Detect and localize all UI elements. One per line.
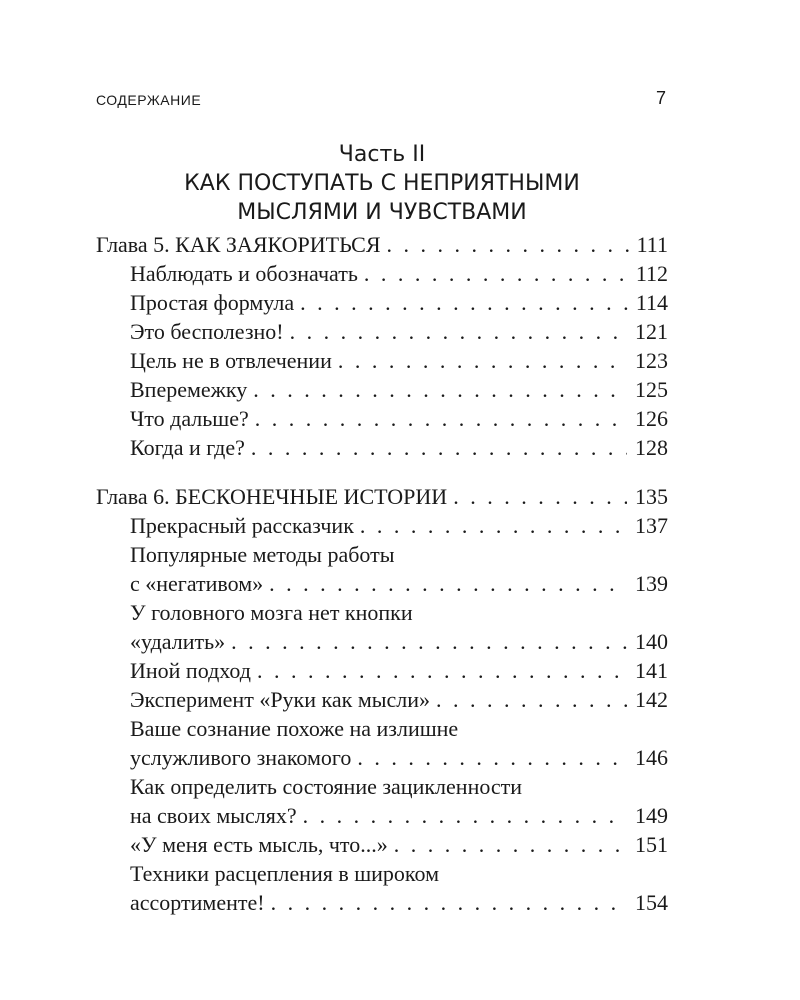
section-title: Цель не в отвлечении: [130, 348, 332, 373]
part-label: Часть II: [338, 142, 426, 167]
section-title: услужливого знакомого: [130, 745, 352, 770]
section-line: [130, 317, 668, 346]
section-line: [130, 288, 668, 317]
section-line: [130, 259, 668, 288]
section-page-number: 121: [635, 319, 668, 344]
section-line: [130, 627, 668, 656]
section-page-number: 142: [635, 687, 668, 712]
section-entry[interactable]: [130, 433, 668, 462]
chapter-entry[interactable]: [96, 482, 668, 511]
section-page-number: 149: [635, 803, 668, 828]
section-entry[interactable]: [130, 511, 668, 540]
section-title: Это бесполезно!: [130, 319, 284, 344]
section-line: [130, 830, 668, 859]
dot-leader: [360, 511, 627, 540]
section-page-number: 114: [635, 290, 668, 315]
section-title: Прекрасный рассказчик: [130, 513, 354, 538]
chapter-line: [96, 482, 668, 511]
section-line: [130, 569, 668, 598]
chapter-entry[interactable]: [96, 230, 668, 259]
section-title: Вперемежку: [130, 377, 248, 402]
section-line: [130, 404, 668, 433]
running-head: СОДЕРЖАНИЕ: [96, 92, 202, 108]
section-page-number: 140: [635, 629, 668, 654]
section-entry[interactable]: [130, 375, 668, 404]
dot-leader: [303, 801, 627, 830]
section-page-number: 112: [635, 261, 668, 286]
section-page-number: 139: [635, 571, 668, 596]
dot-leader: [453, 482, 627, 511]
section-title: Иной подход: [130, 658, 251, 683]
section-entry[interactable]: [130, 830, 668, 859]
section-page-number: 151: [635, 832, 668, 857]
section-entry[interactable]: [130, 404, 668, 433]
dot-leader: [387, 230, 629, 259]
section-line: [130, 511, 668, 540]
section-title-line: Как определить состояние зацикленности: [130, 774, 523, 799]
section-entry[interactable]: [130, 772, 668, 830]
dot-leader: [338, 346, 627, 375]
section-entry[interactable]: [130, 317, 668, 346]
part-heading: [96, 140, 668, 227]
section-entry[interactable]: [130, 685, 668, 714]
dot-leader: [290, 317, 627, 346]
table-of-contents: [96, 230, 668, 917]
chapter-title: Глава 5. КАК ЗАЯКОРИТЬСЯ: [96, 232, 381, 257]
section-line: [130, 433, 668, 462]
dot-leader: [394, 830, 627, 859]
section-title-line: Техники расцепления в широком: [130, 861, 440, 886]
section-entry[interactable]: [130, 346, 668, 375]
section-title: Простая формула: [130, 290, 295, 315]
dot-leader: [436, 685, 627, 714]
section-line: [130, 375, 668, 404]
page-number: 7: [655, 88, 666, 108]
dot-leader: [271, 888, 627, 917]
section-entry[interactable]: [130, 288, 668, 317]
section-line: [130, 685, 668, 714]
dot-leader: [255, 404, 627, 433]
section-title-line: Ваше сознание похоже на излишне: [130, 716, 459, 741]
section-entry[interactable]: [130, 656, 668, 685]
section-page-number: 141: [635, 658, 668, 683]
part-title-line-2: МЫСЛЯМИ И ЧУВСТВАМИ: [237, 200, 527, 225]
dot-leader: [253, 375, 627, 404]
section-title: «удалить»: [130, 629, 226, 654]
section-title: Эксперимент «Руки как мысли»: [130, 687, 431, 712]
section-line: [130, 801, 668, 830]
section-title: на своих мыслях?: [130, 803, 297, 828]
section-entry[interactable]: [130, 259, 668, 288]
dot-leader: [231, 627, 627, 656]
dot-leader: [269, 569, 627, 598]
chapter-title: Глава 6. БЕСКОНЕЧНЫЕ ИСТОРИИ: [96, 484, 448, 509]
section-title: «У меня есть мысль, что...»: [130, 832, 388, 857]
dot-leader: [257, 656, 627, 685]
dot-leader: [364, 259, 628, 288]
section-title: Наблюдать и обозначать: [130, 261, 358, 286]
dot-leader: [300, 288, 628, 317]
section-entry[interactable]: [130, 714, 668, 772]
dot-leader: [251, 433, 627, 462]
part-title-line-1: КАК ПОСТУПАТЬ С НЕПРИЯТНЫМИ: [184, 171, 580, 196]
section-entry[interactable]: [130, 598, 668, 656]
section-title: Когда и где?: [130, 435, 245, 460]
section-title: ассортименте!: [130, 890, 265, 915]
chapter-page-number: 135: [635, 484, 668, 509]
section-page-number: 146: [635, 745, 668, 770]
section-title-line: Популярные методы работы: [130, 542, 395, 567]
section-line: [130, 346, 668, 375]
section-page-number: 137: [635, 513, 668, 538]
section-line: [130, 888, 668, 917]
section-title: Что дальше?: [130, 406, 249, 431]
chapter-line: [96, 230, 668, 259]
section-page-number: 125: [635, 377, 668, 402]
section-page-number: 128: [635, 435, 668, 460]
chapter-page-number: 111: [636, 232, 668, 257]
section-page-number: 126: [635, 406, 668, 431]
section-page-number: 123: [635, 348, 668, 373]
section-line: [130, 656, 668, 685]
section-page-number: 154: [635, 890, 668, 915]
section-title: с «негативом»: [130, 571, 264, 596]
section-line: [130, 743, 668, 772]
section-entry[interactable]: [130, 540, 668, 598]
section-entry[interactable]: [130, 859, 668, 917]
dot-leader: [357, 743, 627, 772]
section-title-line: У головного мозга нет кнопки: [130, 600, 413, 625]
